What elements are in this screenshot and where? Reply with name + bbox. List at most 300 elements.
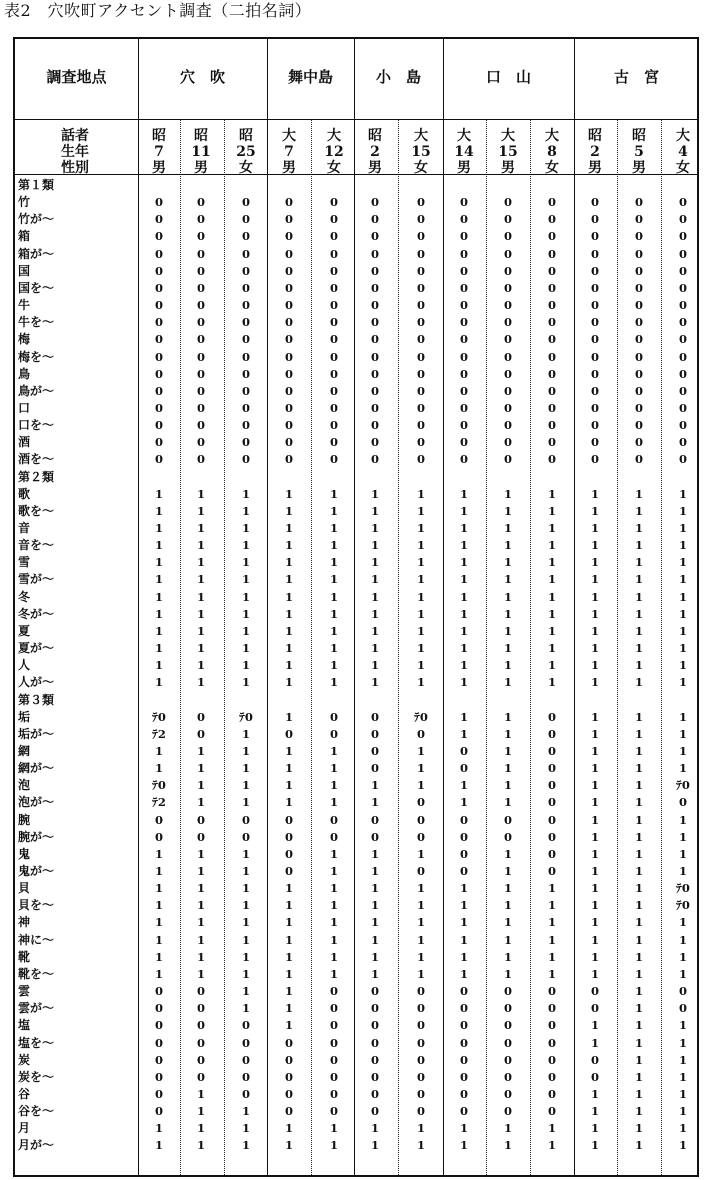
- accent-value: 0: [370, 263, 379, 278]
- accent-value: 0: [241, 366, 250, 381]
- accent-value: 0: [590, 452, 599, 467]
- column-dotted-divider: [661, 119, 662, 1175]
- accent-value: 1: [634, 486, 643, 501]
- accent-value: 1: [503, 795, 512, 810]
- accent-value: 1: [459, 949, 468, 964]
- accent-value: 1: [329, 864, 338, 878]
- accent-value: 0: [196, 726, 205, 741]
- accent-value: 0: [547, 984, 556, 999]
- accent-value: 0: [459, 366, 468, 381]
- accent-value: ﾃ2: [152, 726, 166, 741]
- accent-value: 1: [459, 778, 468, 793]
- accent-value: 0: [634, 298, 643, 313]
- accent-value: 0: [590, 435, 599, 450]
- accent-value: 0: [241, 315, 250, 330]
- accent-value: 0: [547, 349, 556, 364]
- accent-value: 1: [241, 743, 250, 758]
- accent-value: 1: [634, 1001, 643, 1016]
- row-divider: [15, 119, 699, 120]
- word-label: 垢が～: [18, 726, 55, 741]
- accent-value: 0: [590, 400, 599, 415]
- accent-value: 1: [241, 641, 250, 656]
- accent-value: 0: [634, 246, 643, 261]
- location-name: 小 島: [375, 68, 421, 86]
- accent-value: 0: [416, 229, 425, 244]
- column-divider: [267, 39, 268, 1175]
- accent-value: 0: [154, 1035, 163, 1050]
- accent-value: 0: [416, 418, 425, 433]
- accent-value: 1: [634, 778, 643, 793]
- accent-value: 1: [196, 778, 205, 793]
- accent-value: 1: [196, 881, 205, 896]
- accent-value: 0: [503, 435, 512, 450]
- accent-value: 0: [370, 418, 379, 433]
- word-label: 人が～: [18, 675, 55, 690]
- accent-value: 1: [678, 1104, 687, 1119]
- accent-value: 1: [678, 503, 687, 518]
- accent-value: 1: [284, 709, 293, 724]
- accent-value: 1: [416, 486, 425, 501]
- accent-value: 0: [329, 812, 338, 827]
- accent-value: 1: [634, 915, 643, 930]
- accent-value: 0: [196, 829, 205, 844]
- accent-value: 0: [503, 229, 512, 244]
- speaker-era: 大: [282, 128, 296, 144]
- accent-value: 0: [634, 280, 643, 295]
- accent-value: 0: [241, 1018, 250, 1033]
- accent-value: 1: [241, 864, 250, 878]
- accent-value: 0: [590, 298, 599, 313]
- accent-survey-table: [13, 37, 699, 1177]
- accent-value: 1: [196, 641, 205, 656]
- accent-value: 1: [241, 1138, 250, 1153]
- accent-value: 1: [634, 641, 643, 656]
- accent-value: 1: [503, 641, 512, 656]
- accent-value: 1: [370, 898, 379, 913]
- accent-value: 0: [590, 246, 599, 261]
- accent-value: 0: [370, 812, 379, 827]
- accent-value: 1: [416, 1138, 425, 1153]
- word-label: 靴を～: [18, 966, 55, 981]
- accent-value: 0: [547, 383, 556, 398]
- accent-value: 1: [196, 623, 205, 638]
- accent-value: 0: [284, 246, 293, 261]
- accent-value: 1: [590, 846, 599, 861]
- accent-value: 0: [416, 829, 425, 844]
- accent-value: 0: [503, 1035, 512, 1050]
- accent-value: 1: [241, 572, 250, 587]
- accent-value: 1: [284, 778, 293, 793]
- accent-value: 0: [370, 1052, 379, 1067]
- accent-value: 0: [503, 418, 512, 433]
- accent-value: 0: [678, 984, 687, 999]
- accent-value: 0: [329, 1018, 338, 1033]
- accent-value: 0: [503, 195, 512, 210]
- accent-value: 1: [547, 932, 556, 947]
- accent-value: 1: [547, 675, 556, 690]
- accent-value: 0: [547, 315, 556, 330]
- accent-value: 0: [154, 1069, 163, 1084]
- accent-value: 0: [370, 195, 379, 210]
- accent-value: 0: [241, 1086, 250, 1101]
- accent-value: 1: [154, 915, 163, 930]
- accent-value: 0: [329, 709, 338, 724]
- accent-value: 1: [154, 846, 163, 861]
- speaker-sex: 男: [588, 160, 602, 176]
- accent-value: 0: [196, 452, 205, 467]
- accent-value: 0: [459, 984, 468, 999]
- column-dotted-divider: [530, 119, 531, 1175]
- accent-value: 1: [416, 538, 425, 553]
- speaker-year: 5: [634, 144, 644, 160]
- accent-value: 0: [634, 452, 643, 467]
- accent-value: 0: [241, 212, 250, 227]
- accent-value: 1: [416, 915, 425, 930]
- accent-value: 1: [547, 658, 556, 673]
- accent-value: 0: [154, 400, 163, 415]
- accent-value: 1: [634, 521, 643, 535]
- accent-value: 1: [634, 846, 643, 861]
- speaker-sex: 男: [632, 160, 646, 176]
- accent-value: 1: [459, 658, 468, 673]
- word-label: 泡: [18, 778, 31, 793]
- accent-value: 1: [370, 623, 379, 638]
- accent-value: 0: [634, 315, 643, 330]
- accent-value: 0: [416, 452, 425, 467]
- accent-value: 1: [503, 846, 512, 861]
- accent-value: 0: [196, 812, 205, 827]
- accent-value: 1: [284, 761, 293, 776]
- accent-value: 0: [370, 452, 379, 467]
- accent-value: 1: [634, 932, 643, 947]
- accent-value: 1: [459, 538, 468, 553]
- accent-value: 0: [416, 212, 425, 227]
- accent-value: 1: [241, 503, 250, 518]
- accent-value: 1: [284, 486, 293, 501]
- speaker-sex: 男: [152, 160, 166, 176]
- accent-value: 0: [284, 400, 293, 415]
- accent-value: 1: [284, 606, 293, 621]
- accent-value: 1: [503, 709, 512, 724]
- accent-value: 1: [678, 675, 687, 690]
- accent-value: 1: [634, 1086, 643, 1101]
- accent-value: 1: [196, 846, 205, 861]
- accent-value: 0: [154, 229, 163, 244]
- accent-value: 0: [284, 263, 293, 278]
- accent-value: 1: [590, 881, 599, 896]
- accent-value: 0: [416, 195, 425, 210]
- accent-value: 1: [678, 846, 687, 861]
- accent-value: 1: [416, 641, 425, 656]
- accent-value: 1: [678, 709, 687, 724]
- accent-value: 0: [329, 1001, 338, 1016]
- accent-value: 0: [241, 229, 250, 244]
- accent-value: ﾃ0: [676, 778, 690, 793]
- accent-value: 1: [678, 1018, 687, 1033]
- accent-value: 1: [459, 932, 468, 947]
- accent-value: 0: [590, 212, 599, 227]
- accent-value: 0: [196, 349, 205, 364]
- accent-value: 1: [678, 572, 687, 587]
- word-label: 雪: [18, 555, 31, 570]
- accent-value: 1: [634, 984, 643, 999]
- accent-value: 1: [329, 846, 338, 861]
- accent-value: 0: [196, 332, 205, 347]
- accent-value: 1: [547, 486, 556, 501]
- accent-value: 1: [547, 641, 556, 656]
- accent-value: 0: [284, 195, 293, 210]
- accent-value: 1: [678, 486, 687, 501]
- accent-value: 0: [196, 246, 205, 261]
- speaker-year: 2: [370, 144, 380, 160]
- accent-value: 0: [459, 400, 468, 415]
- accent-value: 0: [196, 263, 205, 278]
- accent-value: 0: [590, 1052, 599, 1067]
- accent-value: 1: [503, 915, 512, 930]
- speaker-era: 昭: [194, 128, 208, 144]
- accent-value: 1: [154, 623, 163, 638]
- accent-value: 1: [154, 503, 163, 518]
- accent-value: 0: [416, 298, 425, 313]
- accent-value: 1: [459, 881, 468, 896]
- accent-value: 1: [547, 538, 556, 553]
- accent-value: 1: [196, 538, 205, 553]
- accent-value: 1: [503, 743, 512, 758]
- accent-value: 1: [241, 778, 250, 793]
- speaker-sex: 女: [327, 160, 341, 176]
- accent-value: 1: [284, 503, 293, 518]
- accent-value: 1: [634, 623, 643, 638]
- accent-value: 1: [284, 623, 293, 638]
- accent-value: 1: [284, 1121, 293, 1136]
- accent-value: 0: [547, 743, 556, 758]
- accent-value: 0: [459, 1086, 468, 1101]
- accent-value: 0: [678, 400, 687, 415]
- accent-value: 1: [590, 898, 599, 913]
- accent-value: 1: [459, 795, 468, 810]
- accent-value: 1: [329, 949, 338, 964]
- accent-value: 0: [634, 418, 643, 433]
- accent-value: 1: [547, 572, 556, 587]
- accent-value: 1: [241, 1001, 250, 1016]
- accent-value: 0: [284, 212, 293, 227]
- accent-value: 1: [678, 538, 687, 553]
- accent-value: 0: [678, 383, 687, 398]
- accent-value: 1: [634, 1018, 643, 1033]
- accent-value: 1: [634, 606, 643, 621]
- accent-value: 0: [196, 435, 205, 450]
- accent-value: 0: [154, 452, 163, 467]
- accent-value: 1: [678, 1035, 687, 1050]
- accent-value: 1: [370, 846, 379, 861]
- accent-value: 0: [329, 246, 338, 261]
- word-label: 竹: [18, 195, 31, 210]
- accent-value: 1: [196, 864, 205, 878]
- accent-value: 1: [329, 521, 338, 535]
- word-label: 人: [18, 658, 31, 673]
- word-label: 音: [18, 521, 31, 535]
- accent-value: 1: [416, 503, 425, 518]
- accent-value: 0: [154, 1086, 163, 1101]
- accent-value: 0: [196, 984, 205, 999]
- accent-value: 1: [590, 1018, 599, 1033]
- accent-value: 0: [590, 383, 599, 398]
- accent-value: 0: [459, 212, 468, 227]
- accent-value: 1: [590, 521, 599, 535]
- accent-value: 0: [547, 400, 556, 415]
- accent-value: 1: [416, 623, 425, 638]
- accent-value: 1: [590, 1086, 599, 1101]
- accent-value: 0: [547, 846, 556, 861]
- accent-value: 0: [590, 366, 599, 381]
- word-label: 網: [18, 743, 31, 758]
- word-label: 歌: [18, 486, 31, 501]
- accent-value: 0: [459, 280, 468, 295]
- speaker-sex: 女: [414, 160, 428, 176]
- accent-value: 1: [547, 881, 556, 896]
- accent-value: 1: [416, 606, 425, 621]
- accent-value: 0: [634, 400, 643, 415]
- accent-value: 0: [634, 383, 643, 398]
- accent-value: 0: [590, 263, 599, 278]
- accent-value: 1: [241, 538, 250, 553]
- accent-value: 0: [196, 229, 205, 244]
- accent-value: 1: [634, 898, 643, 913]
- accent-value: 1: [634, 743, 643, 758]
- accent-value: 1: [547, 966, 556, 981]
- accent-value: 1: [678, 915, 687, 930]
- accent-value: 1: [459, 1138, 468, 1153]
- accent-value: 1: [370, 932, 379, 947]
- word-label: 網が～: [18, 761, 55, 776]
- accent-value: 1: [329, 606, 338, 621]
- accent-value: 1: [503, 1138, 512, 1153]
- accent-value: 1: [370, 606, 379, 621]
- accent-value: 1: [154, 486, 163, 501]
- accent-value: 1: [284, 572, 293, 587]
- accent-value: 0: [547, 332, 556, 347]
- accent-value: 0: [284, 812, 293, 827]
- accent-value: 0: [329, 984, 338, 999]
- word-label: 牛: [18, 298, 31, 313]
- accent-value: 1: [370, 949, 379, 964]
- accent-value: 0: [459, 229, 468, 244]
- word-label: 梅を～: [18, 349, 55, 364]
- accent-value: 0: [547, 212, 556, 227]
- accent-value: 1: [590, 589, 599, 604]
- accent-value: 0: [678, 349, 687, 364]
- speaker-era: 昭: [152, 128, 166, 144]
- accent-value: 1: [154, 1121, 163, 1136]
- accent-value: 1: [590, 623, 599, 638]
- accent-value: 1: [329, 589, 338, 604]
- accent-value: 1: [459, 898, 468, 913]
- speaker-era: 大: [501, 128, 515, 144]
- accent-value: 1: [196, 1121, 205, 1136]
- accent-value: 1: [370, 503, 379, 518]
- accent-value: 1: [196, 966, 205, 981]
- accent-value: 1: [634, 555, 643, 570]
- accent-value: ﾃ2: [152, 795, 166, 810]
- accent-value: 1: [547, 555, 556, 570]
- accent-value: 1: [329, 932, 338, 947]
- word-label: 貝を～: [18, 898, 55, 913]
- accent-value: 0: [503, 400, 512, 415]
- accent-value: 0: [329, 418, 338, 433]
- word-label: 音を～: [18, 538, 55, 553]
- location-name: 古 宮: [613, 68, 659, 86]
- accent-value: 1: [678, 1069, 687, 1084]
- accent-value: 1: [329, 555, 338, 570]
- accent-value: 1: [416, 743, 425, 758]
- accent-value: 1: [590, 966, 599, 981]
- accent-value: 0: [241, 298, 250, 313]
- accent-value: 1: [634, 761, 643, 776]
- accent-value: 0: [241, 1052, 250, 1067]
- accent-value: 1: [459, 915, 468, 930]
- speaker-row-label: 話者: [61, 128, 89, 144]
- accent-value: 0: [459, 1035, 468, 1050]
- accent-value: 0: [284, 229, 293, 244]
- accent-value: 0: [503, 1069, 512, 1084]
- accent-value: 0: [634, 195, 643, 210]
- word-label: 酒を～: [18, 452, 55, 467]
- accent-value: 1: [678, 1138, 687, 1153]
- accent-value: 0: [329, 400, 338, 415]
- accent-value: 1: [284, 555, 293, 570]
- accent-value: 1: [370, 589, 379, 604]
- accent-value: 1: [284, 898, 293, 913]
- accent-value: 0: [459, 1069, 468, 1084]
- accent-value: 0: [416, 332, 425, 347]
- accent-value: 0: [284, 1069, 293, 1084]
- speaker-era: 大: [457, 128, 471, 144]
- accent-value: 1: [678, 1052, 687, 1067]
- accent-value: 0: [590, 418, 599, 433]
- accent-value: 0: [503, 315, 512, 330]
- accent-value: 1: [196, 1138, 205, 1153]
- accent-value: 0: [416, 383, 425, 398]
- accent-value: 0: [241, 418, 250, 433]
- accent-value: 1: [154, 589, 163, 604]
- accent-value: 1: [154, 641, 163, 656]
- accent-value: 1: [284, 538, 293, 553]
- accent-value: 0: [329, 366, 338, 381]
- accent-value: 0: [678, 332, 687, 347]
- accent-value: 0: [678, 795, 687, 810]
- accent-value: 0: [459, 383, 468, 398]
- accent-value: 1: [459, 572, 468, 587]
- word-label: 泡が～: [18, 795, 55, 810]
- accent-value: 0: [678, 298, 687, 313]
- accent-value: 0: [284, 1052, 293, 1067]
- accent-value: 1: [370, 966, 379, 981]
- accent-value: 1: [547, 606, 556, 621]
- accent-value: 0: [241, 1069, 250, 1084]
- accent-value: 1: [459, 589, 468, 604]
- accent-value: 1: [241, 606, 250, 621]
- accent-value: 1: [154, 881, 163, 896]
- word-label: 歌を～: [18, 503, 55, 518]
- accent-value: 1: [590, 658, 599, 673]
- accent-value: 1: [370, 778, 379, 793]
- word-label: 炭を～: [18, 1069, 55, 1084]
- accent-value: 0: [329, 263, 338, 278]
- location-name: 口 山: [485, 68, 531, 86]
- accent-value: 1: [416, 846, 425, 861]
- accent-value: 1: [154, 521, 163, 535]
- accent-value: 1: [241, 675, 250, 690]
